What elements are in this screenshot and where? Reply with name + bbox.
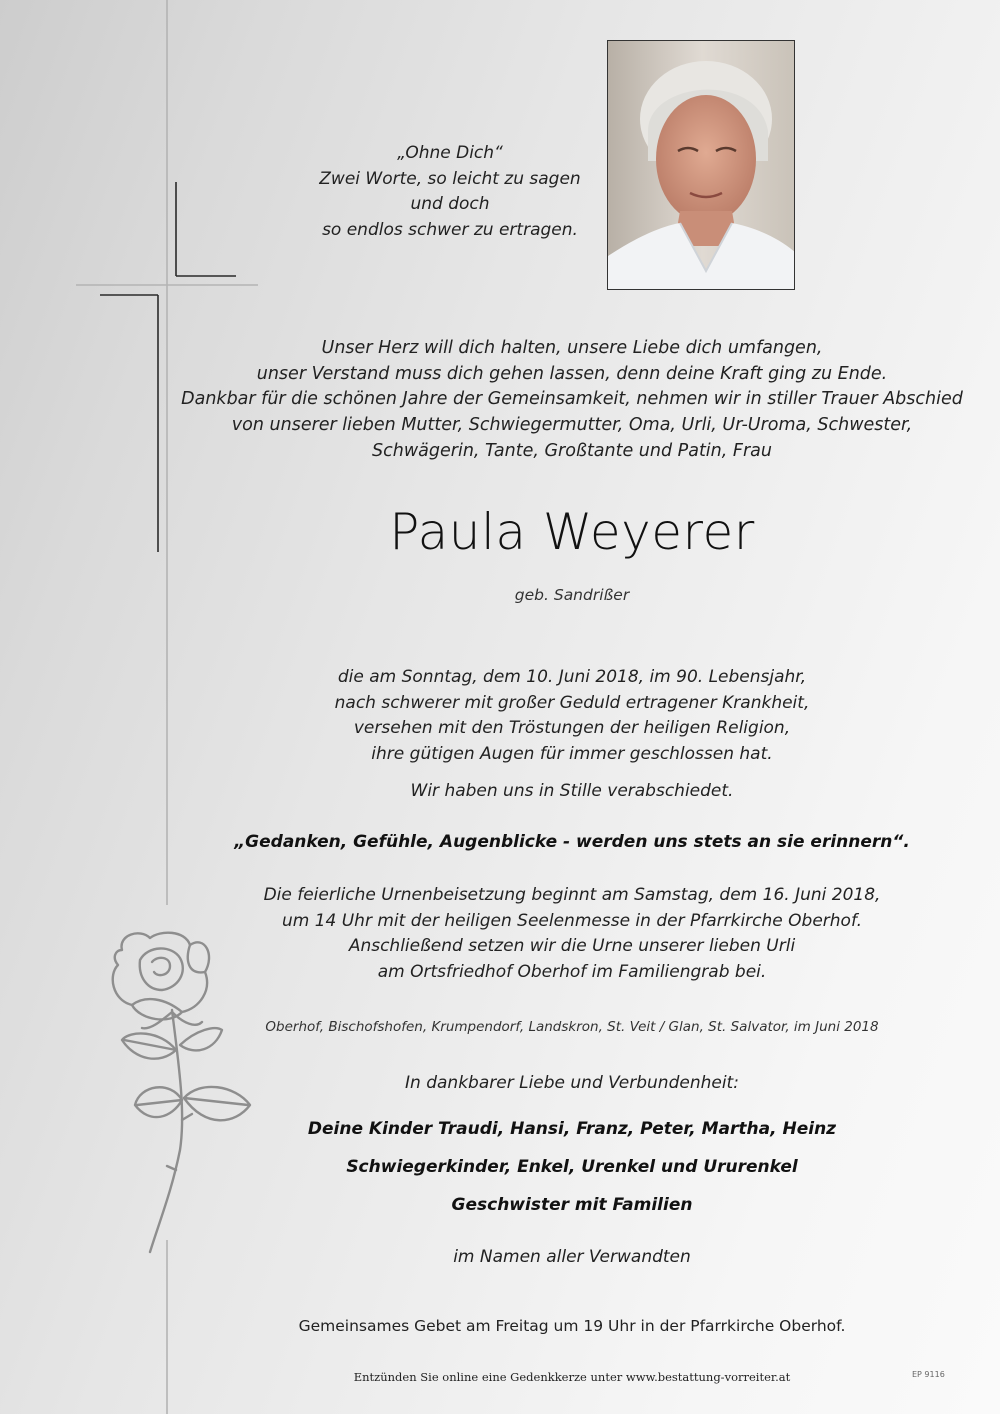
rose-thorn xyxy=(167,1166,176,1170)
birth-name: geb. Sandrißer xyxy=(514,586,630,604)
rose-bloom-center xyxy=(152,958,170,975)
quote-line: so endlos schwer zu ertragen. xyxy=(322,219,578,240)
rose-leaf-left xyxy=(122,1033,176,1058)
rose-thorn xyxy=(182,1114,192,1120)
footer-memorial-link: Entzünden Sie online eine Gedenkkerze unter www.bestattung-vorreiter.at xyxy=(353,1370,791,1384)
intro-line: Schwägerin, Tante, Großtante und Patin, Frau xyxy=(372,440,772,461)
urn-ceremony-line: Die feierliche Urnenbeisetzung beginnt am Samstag, dem 16. Juni 2018, xyxy=(263,885,881,905)
intro-line: unser Verstand muss dich gehen lassen, denn deine Kraft ging zu Ende. xyxy=(256,363,888,384)
urn-ceremony-line: um 14 Uhr mit der heiligen Seelenmesse in der Pfarrkirche Oberhof. xyxy=(281,910,863,931)
family-extended: Schwiegerkinder, Enkel, Urenkel und Ururenkel xyxy=(346,1157,798,1177)
intro-line: Dankbar für die schönen Jahre der Gemeinsamkeit, nehmen wir in stiller Trauer Abschied xyxy=(181,389,963,410)
family-siblings: Geschwister mit Familien xyxy=(451,1195,693,1215)
intro-paragraph xyxy=(160,336,984,465)
opening-quote xyxy=(300,141,600,243)
urn-ceremony-line: am Ortsfriedhof Oberhof im Familiengrab bei. xyxy=(377,962,767,983)
deceased-name: Paula Weyerer xyxy=(389,503,755,561)
death-notice-line: ihre gütigen Augen für immer geschlossen hat. xyxy=(371,744,773,765)
rose-leaf-vein xyxy=(184,1098,248,1105)
portrait-photo xyxy=(607,40,795,290)
urn-ceremony xyxy=(200,883,944,986)
relatives-text: im Namen aller Verwandten xyxy=(453,1247,691,1267)
quote-line: Zwei Worte, so leicht zu sagen xyxy=(319,168,581,189)
memory-quote: „Gedanken, Gefühle, Augenblicke - werden uns stets an sie erinnern“. xyxy=(234,832,910,852)
rose-petal-fold xyxy=(132,999,182,1012)
death-notice xyxy=(220,665,924,768)
places-date: Oberhof, Bischofshofen, Krumpendorf, Landskron, St. Veit / Glan, St. Salvator, im Juni 2018 xyxy=(265,1019,879,1035)
urn-ceremony-line: Anschließend setzen wir die Urne unserer lieben Urli xyxy=(348,936,796,957)
prayer-notice: Gemeinsames Gebet am Freitag um 19 Uhr in der Pfarrkirche Oberhof. xyxy=(298,1317,846,1335)
rose-leaf-vein xyxy=(137,1100,182,1105)
quote-line: „Ohne Dich“ xyxy=(397,143,503,163)
quote-line: und doch xyxy=(410,194,490,214)
intro-line: Unser Herz will dich halten, unsere Liebe dich umfangen, xyxy=(321,338,823,358)
death-notice-line: die am Sonntag, dem 10. Juni 2018, im 90. Lebensjahr, xyxy=(337,667,807,687)
portrait-image xyxy=(608,41,795,290)
farewell-text: Wir haben uns in Stille verabschiedet. xyxy=(410,781,734,801)
template-code: EP 9116 xyxy=(912,1370,945,1379)
rose-bloom-inner xyxy=(140,948,183,990)
death-notice-line: versehen mit den Tröstungen der heiligen Religion, xyxy=(353,718,791,739)
gratitude-text: In dankbarer Liebe und Verbundenheit: xyxy=(405,1073,739,1093)
death-notice-line: nach schwerer mit großer Geduld ertragener Krankheit, xyxy=(334,692,810,713)
intro-line: von unserer lieben Mutter, Schwiegermutter, Oma, Urli, Ur-Uroma, Schwester, xyxy=(231,415,913,436)
family-children: Deine Kinder Traudi, Hansi, Franz, Peter, Martha, Heinz xyxy=(307,1119,837,1139)
